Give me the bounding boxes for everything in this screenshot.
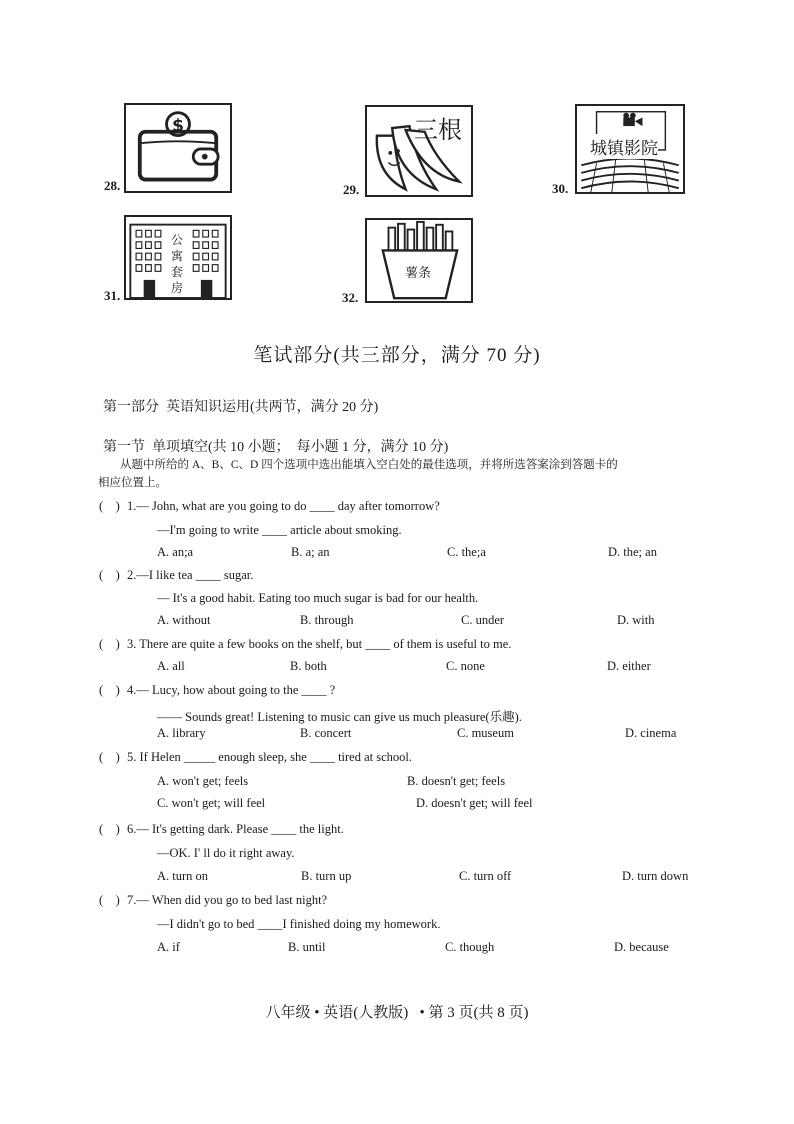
question-6-option-d[interactable]: D. turn down	[622, 869, 689, 883]
question-7-option-d[interactable]: D. because	[614, 940, 669, 954]
instruction-line2: 相应位置上。	[98, 477, 167, 489]
answer-paren[interactable]: ( )	[99, 637, 120, 651]
question-6-option-a[interactable]: A. turn on	[157, 869, 209, 883]
question-3-stem: 3. There are quite a few books on the shelf, but ____ of them is useful to me.	[127, 637, 512, 651]
question-7-option-c[interactable]: C. though	[445, 940, 495, 954]
question-4-stem: 4.— Lucy, how about going to the ____ ?	[127, 683, 336, 697]
answer-paren[interactable]: ( )	[99, 683, 120, 697]
section1-title: 第一节 单项填空(共 10 小题； 每小题 1 分，满分 10 分)	[103, 440, 449, 455]
question-5-option-d[interactable]: D. doesn't get; will feel	[416, 796, 533, 810]
question-7-stem: 7.— When did you go to bed last night?	[127, 893, 328, 907]
question-6-line2: —OK. I' ll do it right away.	[157, 846, 295, 860]
page-footer: 八年级 • 英语(人教版) • 第 3 页(共 8 页)	[265, 1005, 529, 1021]
question-6-stem: 6.— It's getting dark. Please ____ the light.	[127, 822, 344, 836]
picture-30-text: 城镇影院	[590, 134, 658, 159]
question-3-option-b[interactable]: B. both	[290, 659, 327, 673]
picture-32-fries	[365, 218, 473, 303]
question-5-option-a[interactable]: A. won't get; feels	[157, 774, 249, 788]
question-2-line2: — It's a good habit. Eating too much sugar is bad for our health.	[157, 591, 479, 605]
svg-text:$: $	[172, 115, 184, 136]
french-fries-icon	[367, 220, 471, 301]
question-2-option-d[interactable]: D. with	[617, 613, 655, 627]
picture-32-number: 32.	[342, 290, 359, 305]
question-1-option-c[interactable]: C. the;a	[447, 545, 486, 559]
question-7-option-b[interactable]: B. until	[288, 940, 326, 954]
answer-paren[interactable]: ( )	[99, 822, 120, 836]
answer-paren[interactable]: ( )	[99, 568, 120, 582]
question-2-option-c[interactable]: C. under	[461, 613, 505, 627]
written-section-title: 笔试部分(共三部分，满分 70 分)	[253, 345, 541, 366]
answer-paren[interactable]: ( )	[99, 893, 120, 907]
question-5-stem: 5. If Helen _____ enough sleep, she ____ tired at school.	[127, 750, 413, 764]
question-3-option-a[interactable]: A. all	[157, 659, 185, 673]
part1-title: 第一部分 英语知识运用(共两节，满分 20 分)	[103, 400, 379, 415]
picture-28-wallet	[124, 103, 232, 193]
question-3-option-c[interactable]: C. none	[446, 659, 485, 673]
question-6-option-c[interactable]: C. turn off	[459, 869, 512, 883]
question-4-option-d[interactable]: D. cinema	[625, 726, 677, 740]
picture-30-number: 30.	[552, 181, 569, 196]
question-4-option-b[interactable]: B. concert	[300, 726, 352, 740]
question-1-option-b[interactable]: B. a; an	[291, 545, 330, 559]
instruction-line1: 从题中所给的 A、B、C、D 四个选项中选出能填入空白处的最佳选项，并将所选答案涂到答题卡的	[120, 459, 618, 471]
question-3-option-d[interactable]: D. either	[607, 659, 651, 673]
picture-31-number: 31.	[104, 288, 121, 303]
question-2-option-b[interactable]: B. through	[300, 613, 354, 627]
question-5-option-b[interactable]: B. doesn't get; feels	[407, 774, 506, 788]
question-4-option-c[interactable]: C. museum	[457, 726, 514, 740]
question-2-stem: 2.—I like tea ____ sugar.	[127, 568, 254, 582]
picture-31-text: 公寓套房	[171, 233, 184, 295]
question-6-option-b[interactable]: B. turn up	[301, 869, 352, 883]
question-5-option-c[interactable]: C. won't get; will feel	[157, 796, 266, 810]
answer-paren[interactable]: ( )	[99, 499, 120, 513]
question-1-option-a[interactable]: A. an;a	[157, 545, 194, 559]
question-4-line2: —— Sounds great! Listening to music can give us much pleasure(乐趣).	[157, 710, 522, 724]
picture-32-text: 薯条	[405, 266, 432, 281]
picture-29-number: 29.	[343, 182, 360, 197]
question-4-option-a[interactable]: A. library	[157, 726, 206, 740]
question-1-line2: —I'm going to write ____ article about smoking.	[157, 523, 402, 537]
wallet-icon	[126, 105, 230, 191]
question-7-option-a[interactable]: A. if	[157, 940, 180, 954]
answer-paren[interactable]: ( )	[99, 750, 120, 764]
question-2-option-a[interactable]: A. without	[157, 613, 211, 627]
picture-28-number: 28.	[104, 178, 121, 193]
picture-29-text: 三根	[414, 116, 462, 144]
question-1-option-d[interactable]: D. the; an	[608, 545, 657, 559]
question-1-stem: 1.— John, what are you going to do ____ day after tomorrow?	[127, 499, 440, 513]
question-7-line2: —I didn't go to bed ____I finished doing my homework.	[157, 917, 441, 931]
